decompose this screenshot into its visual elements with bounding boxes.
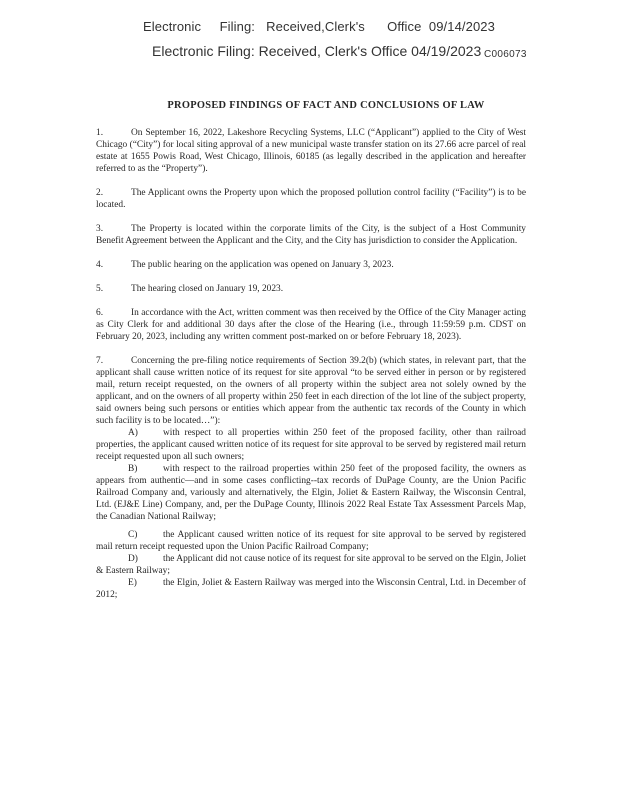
paragraph-text: Concerning the pre-filing notice requirements of Section 39.2(b) (which states, in relevant part, that the applicant shall cause written notice of its request for site approval “to be served either in person or by registered mail, return receipt requested, on the owners of all property within the subject area not solely owned by the applicant, and on the owners of all property within 250 feet in each direction of the lot line of the subject property, said owners being such persons or entities which appear from the authentic tax records of the County in which such facility is to be located…”): bbox=[96, 356, 526, 426]
subitem-text: the Elgin, Joliet & Eastern Railway was merged into the Wisconsin Central, Ltd. in December of 2012; bbox=[96, 578, 526, 600]
paragraph-number: 4. bbox=[96, 260, 104, 270]
subitem-text: the Applicant caused written notice of its request for site approval to be served by registered mail return receipt requested upon the Union Pacific Railroad Company; bbox=[96, 530, 526, 552]
subitem-b bbox=[96, 463, 526, 523]
subitem-text: with respect to all properties within 250 feet of the proposed facility, other than railroad properties, the applicant caused written notice of its request for site approval to be served by registered mail return receipt requested upon all such owners; bbox=[96, 428, 526, 462]
paragraph-text: The public hearing on the application was opened on January 3, 2023. bbox=[131, 260, 394, 270]
paragraph-number: 6. bbox=[96, 308, 104, 318]
paragraph-2 bbox=[96, 187, 526, 211]
subitem-a bbox=[96, 427, 526, 463]
subitem-e bbox=[96, 577, 526, 601]
document-id: C006073 bbox=[484, 49, 527, 60]
paragraph-3 bbox=[96, 223, 526, 247]
document-title: PROPOSED FINDINGS OF FACT AND CONCLUSIONS OF LAW bbox=[167, 100, 485, 111]
subitem-c bbox=[96, 529, 526, 553]
filing-stamp-line-1: Electronic Filing: Received,Clerk's Office 09/14/2023 bbox=[143, 19, 495, 34]
paragraph-number: 7. bbox=[96, 356, 104, 366]
subitem-letter: D) bbox=[128, 554, 138, 564]
paragraph-text: On September 16, 2022, Lakeshore Recycling Systems, LLC (“Applicant”) applied to the City of West Chicago (“City”) for local siting approval of a new municipal waste transfer station on its 27.66 acre parcel of real estate at 1655 Powis Road, West Chicago, Illinois, 60185 (as legally described in the application and hereafter referred to as the “Property”). bbox=[96, 128, 526, 174]
subitem-letter: C) bbox=[128, 530, 138, 540]
filing-stamp-line-2: Electronic Filing: Received, Clerk's Office 04/19/2023 bbox=[152, 43, 482, 59]
paragraph-4 bbox=[96, 259, 526, 271]
subitem-letter: A) bbox=[128, 428, 138, 438]
subitem-text: the Applicant did not cause notice of its request for site approval to be served on the Elgin, Joliet & Eastern Railway; bbox=[96, 554, 526, 576]
subitem-letter: B) bbox=[128, 464, 138, 474]
paragraph-number: 3. bbox=[96, 224, 104, 234]
paragraph-text: The Applicant owns the Property upon which the proposed pollution control facility (“Facility”) is to be located. bbox=[96, 188, 526, 210]
paragraph-7 bbox=[96, 355, 526, 427]
paragraph-number: 5. bbox=[96, 284, 104, 294]
paragraph-6 bbox=[96, 307, 526, 343]
paragraph-text: The hearing closed on January 19, 2023. bbox=[131, 284, 284, 294]
paragraph-1 bbox=[96, 127, 526, 175]
subitem-letter: E) bbox=[128, 578, 137, 588]
paragraph-number: 1. bbox=[96, 128, 104, 138]
subitem-text: with respect to the railroad properties within 250 feet of the proposed facility, the owners as appears from authentic—and in some cases conflicting--tax records of DuPage County, are the Union Pacific Railroad Company and, variously and alternatively, the Elgin, Joliet & Eastern Railway, the Wisconsin Central, Ltd. (EJ&E Line) Company, and, per the DuPage County, Illinois 2022 Real Estate Tax Assessment Parcels Map, the Canadian National Railway; bbox=[96, 464, 526, 522]
document-body bbox=[96, 100, 526, 601]
paragraph-text: In accordance with the Act, written comment was then received by the Office of the City Manager acting as City Clerk for and additional 30 days after the close of the Hearing (i.e., through 11:59:59 p.m. CDST on February 20, 2023, including any written comment post-marked on or before February 18, 2023). bbox=[96, 308, 526, 342]
paragraph-number: 2. bbox=[96, 188, 104, 198]
subitem-d bbox=[96, 553, 526, 577]
paragraph-text: The Property is located within the corporate limits of the City, is the subject of a Host Community Benefit Agreement between the Applicant and the City, and the City has jurisdiction to consider the Application. bbox=[96, 224, 526, 246]
paragraph-5 bbox=[96, 283, 526, 295]
